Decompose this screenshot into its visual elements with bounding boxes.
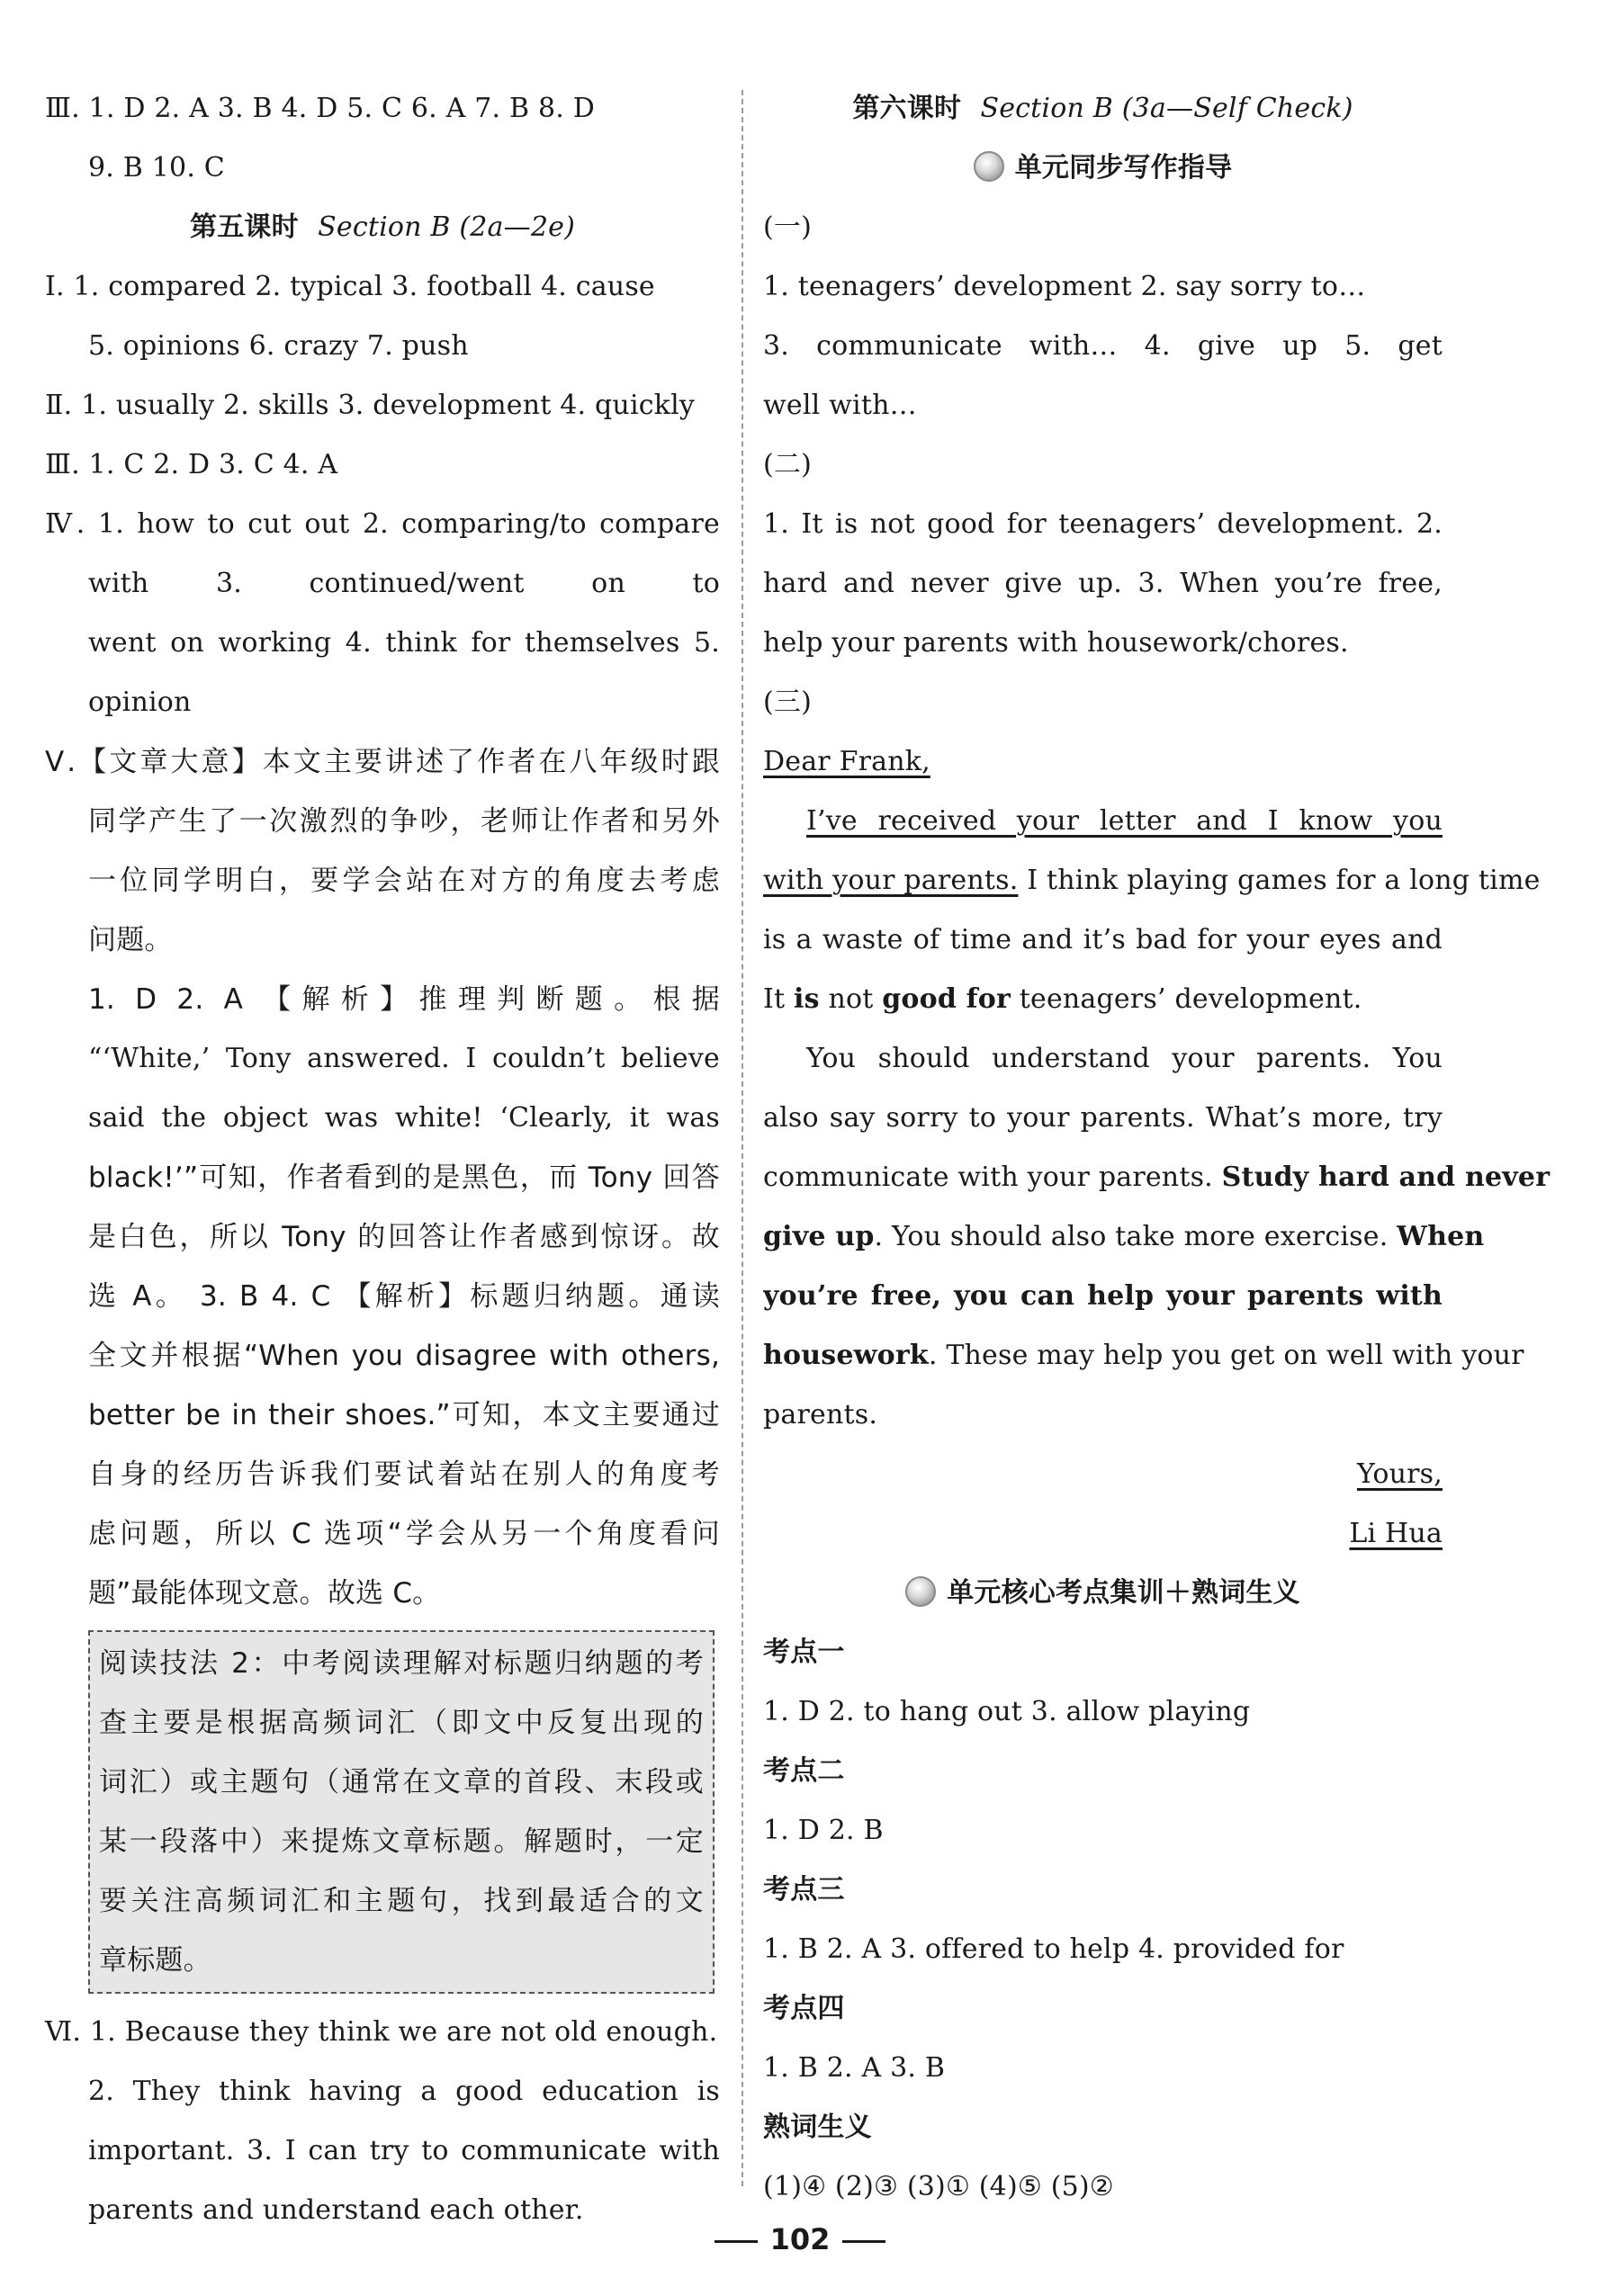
answer-line: Ⅵ. 1. Because they think we are not old enough.	[45, 2016, 718, 2048]
lesson-heading-cn: 第五课时	[190, 211, 299, 243]
essay-line: You should understand your parents. You	[806, 1043, 1443, 1074]
key-point-label: 考点四	[763, 1993, 845, 2024]
analysis-line: 自身的经历告诉我们要试着站在别人的角度考	[88, 1458, 720, 1491]
key-point-label: 考点二	[763, 1755, 845, 1787]
section-title-text: 单元同步写作指导	[1014, 152, 1233, 184]
tip-line: 查主要是根据高频词汇（即文中反复出现的	[99, 1707, 704, 1739]
essay-line: parents.	[763, 1399, 878, 1431]
answer-line: 1. teenagers’ development 2. say sorry to…	[763, 271, 1366, 302]
part-label: (一)	[763, 211, 813, 243]
answer-line: 1. D 2. B	[763, 1815, 884, 1846]
summary-line: 问题。	[88, 924, 173, 956]
essay-line: I’ve received your letter and I know you	[806, 805, 1443, 837]
reading-tip-box	[88, 1630, 715, 1994]
summary-line: 同学产生了一次激烈的争吵，老师让作者和另外	[88, 805, 720, 838]
column-divider	[742, 90, 743, 2186]
letter-salutation: Dear Frank,	[763, 746, 930, 777]
analysis-line: “‘White,’ Tony answered. I couldn’t believe	[88, 1043, 720, 1074]
tip-line: 要关注高频词汇和主题句，找到最适合的文	[99, 1885, 704, 1917]
lesson-heading-cn: 第六课时	[852, 93, 962, 124]
answer-line: 3. communicate with… 4. give up 5. get	[763, 330, 1443, 362]
analysis-line: 1. D 2. A 【解析】推理判断题。根据	[88, 983, 720, 1016]
analysis-line: 选 A。 3. B 4. C 【解析】标题归纳题。通读	[88, 1280, 720, 1313]
analysis-line: 虑问题，所以 C 选项“学会从另一个角度看问	[88, 1518, 720, 1550]
key-point-label: 熟词生义	[763, 2112, 872, 2143]
page-number-text: 102	[769, 2222, 831, 2256]
answer-line: Ⅰ. 1. compared 2. typical 3. football 4. cause	[45, 271, 655, 302]
answer-line: Ⅲ. 1. D 2. A 3. B 4. D 5. C 6. A 7. B 8. D	[45, 93, 595, 124]
circle-bullet-icon	[905, 1576, 936, 1607]
answer-line: Ⅲ. 1. C 2. D 3. C 4. A	[45, 449, 338, 480]
analysis-line: 是白色，所以 Tony 的回答让作者感到惊讶。故	[88, 1221, 720, 1253]
section-title-writing	[763, 139, 1443, 198]
part-label: (三)	[763, 686, 813, 718]
tip-line: 词汇）或主题句（通常在文章的首段、末段或	[99, 1766, 704, 1798]
analysis-line: better be in their shoes.”可知，本文主要通过	[88, 1399, 720, 1431]
answer-line: parents and understand each other.	[88, 2194, 584, 2226]
answer-line: with 3. continued/went on to	[88, 568, 720, 599]
essay-line: give up. You should also take more exercise. When	[763, 1221, 1485, 1252]
answer-line: well with…	[763, 390, 917, 421]
analysis-line: said the object was white! ‘Clearly, it was	[88, 1102, 720, 1134]
answer-line: opinion	[88, 686, 192, 718]
key-point-label: 考点三	[763, 1874, 845, 1906]
essay-line: It is not good for teenagers’ development.	[763, 983, 1362, 1015]
answer-line: went on working 4. think for themselves 5.	[88, 627, 720, 659]
essay-line: is a waste of time and it’s bad for your eyes and	[763, 924, 1443, 955]
left-column	[45, 79, 720, 2240]
essay-line: you’re free, you can help your parents with	[763, 1280, 1443, 1312]
page-number	[0, 2222, 1600, 2256]
answer-line: Ⅱ. 1. usually 2. skills 3. development 4. quickly	[45, 390, 696, 421]
tip-line: 阅读技法 2：中考阅读理解对标题归纳题的考	[99, 1647, 704, 1680]
analysis-line: 全文并根据“When you disagree with others,	[88, 1340, 720, 1372]
answer-line: 9. B 10. C	[88, 152, 225, 184]
answer-line: Ⅳ. 1. how to cut out 2. comparing/to compare	[45, 508, 720, 540]
answer-line: 2. They think having a good education is	[88, 2076, 720, 2107]
answer-line: 1. B 2. A 3. B	[763, 2052, 946, 2084]
answer-line: hard and never give up. 3. When you’re free,	[763, 568, 1443, 599]
answer-line: important. 3. I can try to communicate with	[88, 2135, 720, 2166]
answer-line: 1. D 2. to hang out 3. allow playing	[763, 1696, 1251, 1727]
letter-closing: Yours,	[1356, 1458, 1443, 1490]
essay-line: with your parents. I think playing games for a long time	[763, 865, 1541, 896]
key-point-label: 考点一	[763, 1637, 845, 1668]
part-label: (二)	[763, 449, 813, 480]
page-number-dash	[715, 2240, 758, 2243]
tip-line: 章标题。	[99, 1944, 211, 1977]
essay-line: communicate with your parents. Study hard and never	[763, 1161, 1551, 1193]
lesson-heading-en: Section B (2a—2e)	[318, 211, 575, 243]
analysis-line: 题”最能体现文意。故选 C。	[88, 1577, 441, 1610]
essay-line: housework. These may help you get on well with your	[763, 1340, 1524, 1371]
answer-line: 5. opinions 6. crazy 7. push	[88, 330, 469, 362]
answer-line: help your parents with housework/chores.	[763, 627, 1349, 659]
section-title-text: 单元核心考点集训＋熟词生义	[947, 1577, 1300, 1609]
summary-line: 一位同学明白，要学会站在对方的角度去考虑	[88, 865, 720, 897]
page-number-dash	[842, 2240, 885, 2243]
lesson-heading-6	[763, 79, 1443, 139]
answer-line: 1. It is not good for teenagers’ development. 2.	[763, 508, 1443, 540]
essay-line: also say sorry to your parents. What’s more, try	[763, 1102, 1443, 1134]
lesson-heading-en: Section B (3a—Self Check)	[980, 93, 1353, 124]
section-title-core	[763, 1564, 1443, 1623]
circle-bullet-icon	[974, 151, 1004, 182]
answer-line: 1. B 2. A 3. offered to help 4. provided for	[763, 1933, 1344, 1965]
summary-line: Ⅴ.【文章大意】本文主要讲述了作者在八年级时跟	[45, 746, 720, 778]
lesson-heading-5	[45, 198, 720, 257]
right-column	[763, 79, 1551, 2217]
letter-signature: Li Hua	[1349, 1518, 1443, 1549]
analysis-line: black!’”可知，作者看到的是黑色，而 Tony 回答	[88, 1161, 720, 1194]
answer-line: (1)④ (2)③ (3)① (4)⑤ (5)②	[763, 2171, 1114, 2202]
tip-line: 某一段落中）来提炼文章标题。解题时，一定	[99, 1825, 704, 1858]
